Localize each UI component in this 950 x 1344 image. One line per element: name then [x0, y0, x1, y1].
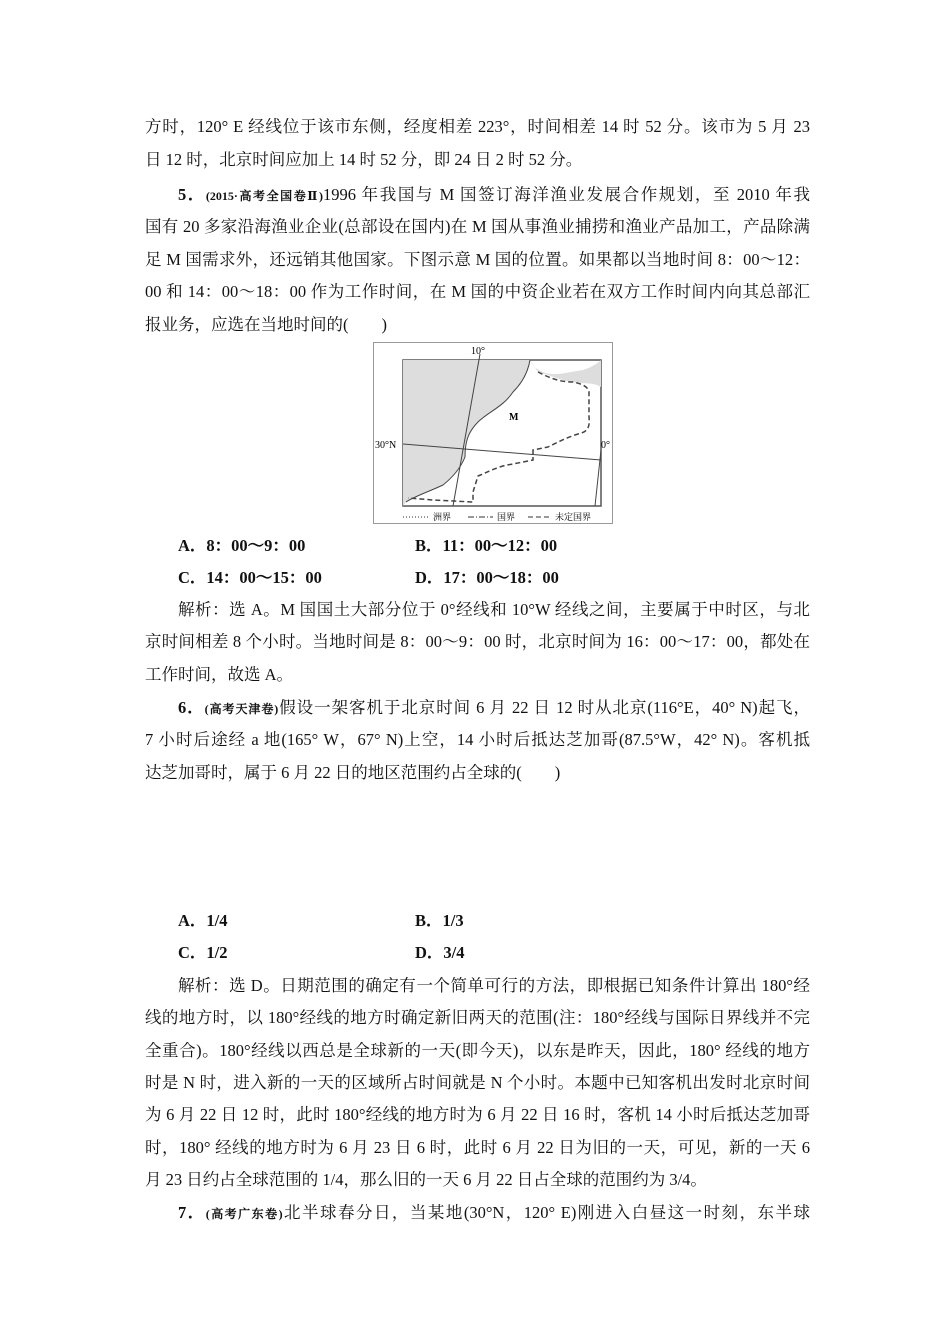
- analysis-line: 全重合)。180°经线以西总是全球新的一天(即今天)，以东是昨天，因此，180° 经线的地方: [145, 1041, 810, 1060]
- question-source: (高考天津卷): [204, 702, 279, 716]
- text-line: 方时，120° E 经线位于该市东侧，经度相差 223°，时间相差 14 时 52 分。该市为 5 月 23: [145, 117, 810, 136]
- question-number: 6．: [178, 698, 205, 717]
- legend-national-boundary: 国界: [497, 512, 516, 522]
- text-line: 报业务，应选在当地时间的( ): [145, 315, 387, 334]
- analysis-line: 工作时间，故选 A。: [145, 665, 294, 684]
- option-d: D．3/4: [415, 943, 465, 962]
- text-line: 足 M 国需求外，还远销其他国家。下图示意 M 国的位置。如果都以当地时间 8：00～12：: [145, 250, 810, 269]
- analysis-line: 线的地方时，以 180°经线的地方时确定新旧两天的范围(注：180°经线与国际日界线并不完: [145, 1008, 810, 1027]
- option-b: B．1/3: [415, 911, 464, 930]
- question-source: (2015·高考全国卷Ⅱ): [205, 189, 323, 203]
- analysis-line: 为 6 月 22 日 12 时，此时 180°经线的地方时为 6 月 22 日 16 时，客机 14 小时后抵达芝加哥: [145, 1105, 810, 1124]
- question-5-line: [178, 184, 810, 207]
- option-a: A．1/4: [178, 911, 228, 930]
- question-number: 5．: [178, 185, 206, 204]
- option-c: C．1/2: [178, 943, 228, 962]
- map-figure-m-country: [373, 342, 613, 524]
- analysis-line: 解析：选 D。日期范围的确定有一个简单可行的方法，即根据已知条件计算出 180°经: [178, 976, 810, 995]
- question-7-line: [178, 1202, 810, 1225]
- text-line: 7 小时后途经 a 地(165° W，67° N)上空，14 小时后抵达芝加哥(87.5°W，42° N)。客机抵: [145, 730, 810, 749]
- text-span: 假设一架客机于北京时间 6 月 22 日 12 时从北京(116°E，40° N)起飞，: [278, 698, 811, 717]
- legend-continent-boundary: 洲界: [433, 512, 452, 522]
- label-m: M: [509, 412, 519, 423]
- option-c: C．14：00～15：00: [178, 568, 322, 587]
- text-span: 北半球春分日，当某地(30°N，120° E)刚进入白昼这一时刻，东半球: [282, 1203, 811, 1222]
- question-source: (高考广东卷): [205, 1207, 283, 1221]
- label-30n: 30°N: [375, 440, 397, 451]
- text-line: 达芝加哥时，属于 6 月 22 日的地区范围约占全球的( ): [145, 763, 561, 782]
- option-a: A．8：00～9：00: [178, 536, 306, 555]
- option-d: D．17：00～18：00: [415, 568, 559, 587]
- analysis-line: 时是 N 时，进入新的一天的区域所占时间就是 N 个小时。本题中已知客机出发时北京时间: [145, 1073, 810, 1092]
- analysis-line: 月 23 日约占全球范围的 1/4，那么旧的一天 6 月 22 日占全球的范围约为 3/4。: [145, 1170, 707, 1189]
- text-line: 00 和 14：00～18：00 作为工作时间，在 M 国的中资企业若在双方工作时间内向其总部汇: [145, 282, 810, 301]
- question-number: 7．: [178, 1203, 206, 1222]
- analysis-line: 京时间相差 8 个小时。当地时间是 8：00～9：00 时，北京时间为 16：00～17：00，都处在: [145, 632, 810, 651]
- option-b: B．11：00～12：00: [415, 536, 558, 555]
- text-span: 1996 年我国与 M 国签订海洋渔业发展合作规划，至 2010 年我: [322, 185, 811, 204]
- question-6-line: [178, 697, 810, 720]
- label-0-degree: 0°: [601, 440, 610, 451]
- analysis-line: 时，180° 经线的地方时为 6 月 23 日 6 时，此时 6 月 22 日为旧的一天，可见，新的一天 6: [145, 1138, 810, 1157]
- text-line: 国有 20 多家沿海渔业企业(总部设在国内)在 M 国从事渔业捕捞和渔业产品加工，产品除满: [145, 217, 810, 236]
- text-line: 日 12 时，北京时间应加上 14 时 52 分，即 24 日 2 时 52 分。: [145, 150, 583, 169]
- legend-undetermined-boundary: 未定国界: [555, 512, 592, 522]
- analysis-line: 解析：选 A。M 国国土大部分位于 0°经线和 10°W 经线之间，主要属于中时区，与北: [178, 600, 810, 619]
- label-10-degree: 10°: [471, 346, 485, 357]
